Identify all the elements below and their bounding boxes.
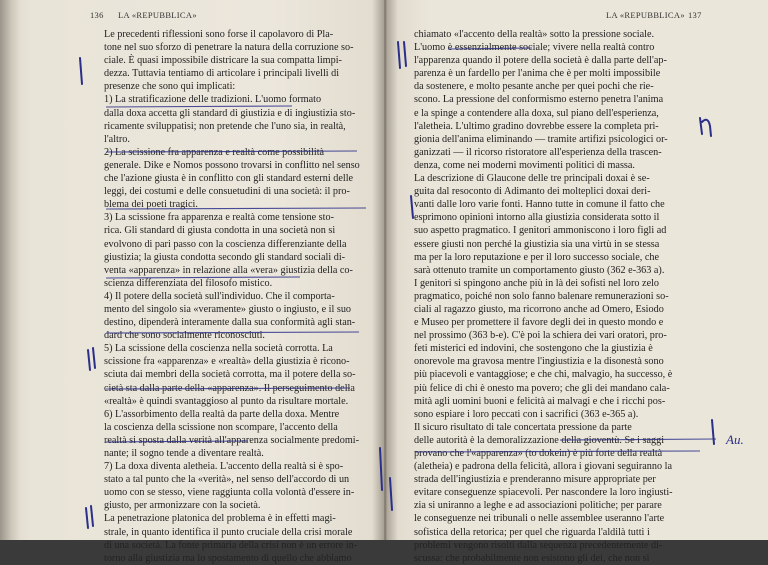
left-page-line: 1) La stratificazione delle tradizioni. L'uomo formato — [104, 94, 322, 106]
right-page-line: più piacevoli e vantaggiose; e che chi, malvagio, ha successo, è — [414, 369, 673, 381]
right-page-number: 137 — [688, 10, 702, 20]
left-page-line: presenze che sono qui implicati: — [104, 81, 236, 93]
right-page-line: feti misterici ed indovini, che sostengono che la giustizia è — [414, 343, 653, 355]
right-page — [384, 0, 768, 564]
left-page-line: nante; il sogno tende a diventare realtà. — [104, 448, 264, 459]
left-page-line: dezza. Tuttavia tentiamo di articolare i principali livelli di — [104, 68, 340, 80]
right-page-line: Il sicuro risultato di tale concertata pressione da parte — [414, 421, 632, 433]
left-page-line: di una società. La fonte primaria della crisi non è un errore in- — [104, 539, 358, 551]
right-page-line: ciali al ragazzo giusto, ma ricorrono anche ad Omero, Esiodo — [414, 303, 664, 315]
right-page-line: scono. La pressione del conformismo esterno penetra l'anima — [414, 94, 664, 106]
right-page-line: evitare conseguenze spiacevoli. Per nascondere la loro ingiusti- — [414, 487, 673, 499]
right-page-line: chiamato «l'accento della realtà» sotto la pressione sociale. — [414, 29, 655, 40]
left-page-line: ciale. È quasi impossibile districare la sua compatta limpi- — [104, 55, 342, 67]
left-page-line: mento del singolo sia «veramente» giusto o ingiusto, e il suo — [104, 303, 352, 315]
left-page-line: blema dei poeti tragici. — [104, 199, 198, 211]
right-page-line: vanti dalle loro varie fonti. Hanno tutte in comune il fatto che — [414, 199, 665, 211]
left-page-line: realtà si sposta dalla verità all'apparenza socialmente predomi- — [104, 434, 359, 446]
left-page-line: venta «apparenza» in relazione alla «vera» giustizia della co- — [104, 264, 353, 276]
left-page-line: 3) La scissione fra apparenza e realtà come tensione sto- — [104, 212, 334, 224]
page-edge-shadow — [0, 0, 20, 540]
left-page-line: scienza differenziata del filosofo mistico. — [104, 277, 273, 289]
left-page-line: ricamente sviluppatisi; non pretende che l'uno sia, in realtà, — [104, 120, 346, 132]
left-page-line: scissione fra «apparenza» e «realtà» della giustizia è ricono- — [104, 356, 350, 368]
right-page-line: e Museo per promettere il favore degli dei in questo mondo e — [414, 317, 664, 329]
left-page-line: evolvono di pari passo con la coscienza differenziante della — [104, 238, 347, 250]
left-page-number: 136 — [90, 10, 104, 20]
left-page-line: tone nel suo sforzo di penetrare la natura della corruzione so- — [104, 42, 354, 54]
right-page-line: denza, come nei moderni movimenti politici di massa. — [414, 159, 635, 171]
right-page-line: ma per la loro reputazione e per il loro successo sociale, che — [414, 251, 659, 263]
left-page-line: giusto, per armonizzare con la società. — [104, 500, 261, 512]
right-page-line: sofistica della retorica; per quel che riguarda l'aldilà tutti i — [414, 526, 650, 538]
left-page-line: strale, in quanto identifica il punto cruciale della crisi morale — [104, 526, 353, 538]
right-running-head: LA «REPUBBLICA» — [606, 10, 685, 20]
left-page-line: leggi, dei costumi e delle consuetudini di una società: il pro- — [104, 186, 350, 198]
left-page-line: destino, dipenderà interamente dalla sua conformità agli stan- — [104, 317, 356, 329]
right-page-line: esprimono opinioni intorno alla giustizia considerata sotto il — [414, 212, 660, 224]
left-page-line: stato a tal punto che la «verità», nel senso dell'accordo di un — [104, 474, 350, 486]
right-page-line: onorevole ma gravosa mentre l'ingiustizia e la disonestà sono — [414, 356, 664, 368]
right-page-line: gionia dell'anima eliminando — tramite artifizi psicologici or- — [414, 133, 668, 145]
right-page-line: sono espiare i loro peccati con i sacrifici (363 e-365 a). — [414, 408, 639, 420]
right-page-line: guita dal resoconto di Adimanto dei molteplici doxai deri- — [414, 186, 651, 198]
margin-note-au: Au. — [726, 432, 744, 447]
right-page-line: parenza è un fardello per l'anima che è per molti impossibile — [414, 68, 661, 80]
right-page-line: e la spinge a contendere alla doxa, sul piano dell'esperienza, — [414, 107, 659, 119]
left-page-line: 5) La scissione della coscienza nella società corrotta. La — [104, 343, 333, 355]
left-page-line: sciuta dai membri della società corrotta, ma il potere della so- — [104, 369, 356, 381]
book-gutter — [372, 0, 398, 540]
left-page-line: 6) L'assorbimento della realtà da parte della doxa. Mentre — [104, 408, 340, 420]
right-page-line: nel prossimo (363 b-e). C'è poi la schiera dei vari oratori, pro- — [414, 330, 667, 342]
right-page-line: essere giusti non perché la giustizia sia una virtù in se stessa — [414, 238, 660, 250]
left-page-line: «realtà» è quindi svantaggioso al punto da risultare mortale. — [104, 395, 349, 407]
right-page-line: zia si uniranno a leghe e ad associazioni politiche; per parare — [414, 500, 662, 512]
left-page-line: La penetrazione platonica del problema è in effetti magi- — [104, 513, 336, 525]
right-page-line: delle autorità è la demoralizzazione della gioventù. Se i saggi — [414, 434, 665, 446]
right-page-line: I genitori si spingono anche più in là dei sofisti nel loro zelo — [414, 277, 660, 289]
left-page-line: generale. Dike e Nomos possono trovarsi in conflitto nel senso — [104, 159, 360, 171]
left-page-text — [104, 28, 366, 565]
left-page-line: rica. Gli standard di giusta condotta in una società non si — [104, 225, 336, 237]
left-running-head: LA «REPUBBLICA» — [118, 10, 197, 20]
right-page-line: L'uomo è essenzialmente sociale; vivere nella realtà contro — [414, 42, 655, 54]
left-page-line: 2) La scissione fra apparenza e realtà come possibilità — [104, 146, 325, 158]
right-page-line: scussa: che probabilmente non esistono gli dei, che non si — [414, 552, 650, 564]
right-page-line: l'apparenza quando il potere della società è dalla parte dell'ap- — [414, 55, 667, 67]
right-page-line: suo aspetto pragmatico. I genitori ammoniscono i loro figli ad — [414, 225, 667, 237]
left-page-line: Le precedenti riflessioni sono forse il capolavoro di Pla- — [104, 29, 334, 40]
left-page-line: torno alla giustizia ma lo spostamento di quello che abbiamo — [104, 552, 352, 564]
right-page-line: l'aletheia. L'ultimo gradino dovrebbe essere la completa pri- — [414, 120, 659, 132]
left-page-line: dalla doxa accetta gli standard di giustizia e di ingiustizia sto- — [104, 107, 356, 119]
left-page-line: uomo con se stesso, viene raggiunta colla volontà d'essere in- — [104, 487, 355, 499]
left-page-line: 4) Il potere della società sull'individuo. Che il comporta- — [104, 290, 335, 302]
left-page-line: dard che sono socialmente riconosciuti. — [104, 330, 265, 342]
right-page-line: provano che l'«apparenza» (to dokein) è più forte della realtà — [414, 448, 663, 459]
right-page-line: mità agli uomini buoni e felicità ai malvagi e che i ricchi pos- — [414, 395, 666, 407]
left-page — [0, 0, 384, 564]
right-page-line: da sostenere, e molto pesante anche per quei pochi che rie- — [414, 81, 654, 93]
left-page-line: 7) La doxa diventa aletheia. L'accento della realtà si è spo- — [104, 461, 344, 473]
right-page-line: più felice di chi è onesto ma povero; che gli dei mandano cala- — [414, 382, 670, 394]
right-page-line: le conseguenze nei tribunali o nelle assemblee useranno l'arte — [414, 513, 665, 525]
left-page-line: che l'azione giusta è in conflitto con gli standard esterni delle — [104, 173, 354, 185]
left-page-line: l'altro. — [104, 133, 130, 145]
right-page-text — [414, 28, 720, 565]
left-page-line: cietà sta dalla parte della «apparenza». Il perseguimento della — [104, 382, 355, 394]
right-page-line: ganizzati — il ricorso ristoratore all'esperienza della trascen- — [414, 146, 662, 158]
left-page-line: giustizia; la giusta condotta secondo gli standard sociali di- — [104, 251, 346, 263]
right-page-line: sarà ottenuto tramite un comportamento giusto (362 e-363 a). — [414, 264, 665, 276]
right-page-line: strada dell'ingiustizia e prenderanno misure appropriate per — [414, 474, 656, 486]
right-page-line: problemi vengono risolti dalla sequenza precedentemente di- — [414, 539, 663, 551]
right-page-line: (aletheia) e padrona della felicità, allora i giovani seguiranno la — [414, 461, 672, 473]
left-page-line: la coscienza della scissione non scompare, l'accento della — [104, 421, 338, 433]
right-page-line: La descrizione di Glaucone delle tre principali doxai è se- — [414, 173, 650, 185]
right-page-line: pragmatico, poiché non solo fanno balenare remunerazioni so- — [414, 290, 669, 302]
